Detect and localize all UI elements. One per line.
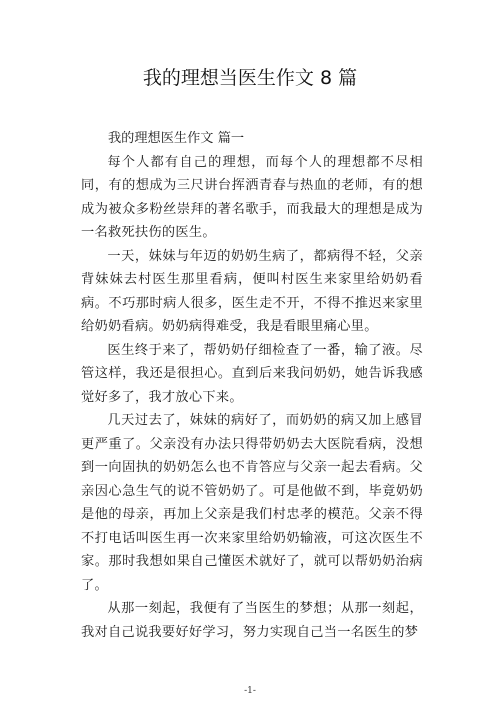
paragraph-2: 一天，妹妹与年迈的奶奶生病了，都病得不轻，父亲背妹妹去村医生那里看病，便叫村医生来家里给奶奶看病。不巧那时病人很多，医生走不开，不得不推迟来家里给奶奶看病。奶奶病得难受，我是看眼里痛心里。 [81,248,423,334]
paragraph-3: 医生终于来了，帮奶奶仔细检查了一番，输了液。尽管这样，我还是很担心。直到后来我问奶奶，她告诉我感觉好多了，我才放心下来。 [81,342,423,405]
document-body [81,127,423,644]
page-number: -1- [244,686,256,696]
paragraph-4: 几天过去了，妹妹的病好了，而奶奶的病又加上感冒更严重了。父亲没有办法只得带奶奶去大医院看病，没想到一向固执的奶奶怎么也不肯答应与父亲一起去看病。父亲因心急生气的说不管奶奶了。可是他做不到，毕竟奶奶是他的母亲，再加上父亲是我们村忠孝的模范。父亲不得不打电话叫医生再一次来家里给奶奶输液，可这次医生不家。那时我想如果自己懂医术就好了，就可以帮奶奶治病了。 [81,413,423,593]
document-title: 我的理想当医生作文 8 篇 [142,67,358,89]
paragraph-5: 从那一刻起，我便有了当医生的梦想；从那一刻起，我对自己说我要好好学习，努力实现自己当一名医生的梦 [81,601,423,640]
section-heading: 我的理想医生作文 篇一 [108,131,245,146]
paragraph-1: 每个人都有自己的理想，而每个人的理想都不尽相同，有的想成为三尺讲台挥洒青春与热血的老师，有的想成为被众多粉丝崇拜的著名歌手，而我最大的理想是成为一名救死扶伤的医生。 [81,154,423,240]
